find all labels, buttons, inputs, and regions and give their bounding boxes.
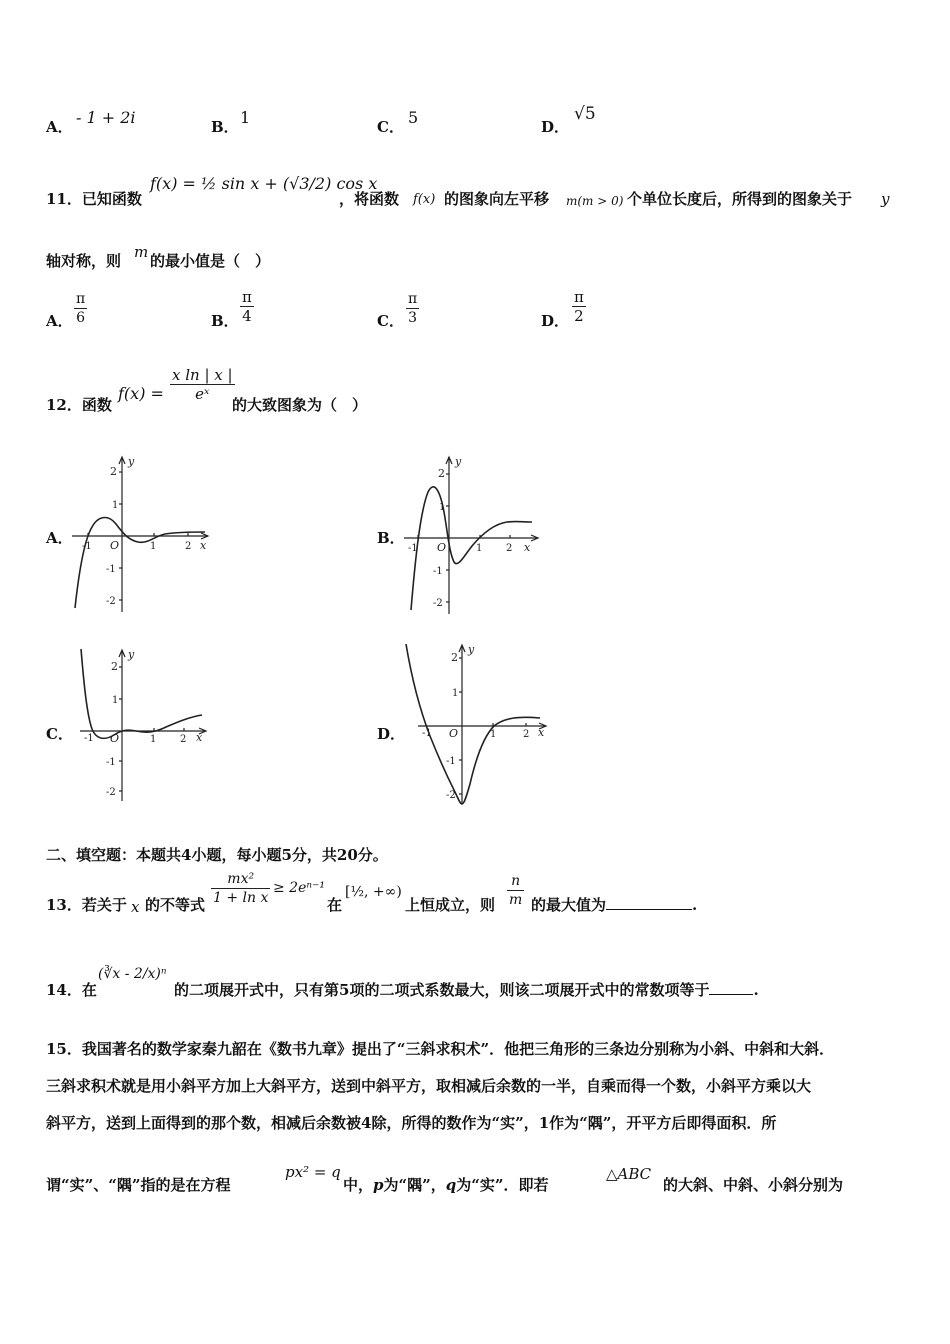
svg-text:2: 2 bbox=[180, 734, 187, 745]
q12-func-frac bbox=[170, 366, 235, 403]
q12-graph-d-ylabel: y bbox=[468, 643, 475, 656]
q11-option-c-label: C． bbox=[377, 312, 404, 330]
q12-func-num: x ln | x | bbox=[172, 366, 233, 384]
q12-text1: 函数 bbox=[81, 396, 112, 414]
q14-text2: 的二项展开式中，只有第5项的二项式系数最大，则该二项展开式中的常数项等于 bbox=[174, 981, 710, 999]
q12-graph-b-origin: O bbox=[437, 541, 447, 554]
q13-x: x bbox=[131, 898, 140, 916]
q13-ratio-num: n bbox=[507, 872, 524, 891]
q13-text2: 的不等式 bbox=[145, 896, 206, 914]
svg-text:2: 2 bbox=[111, 660, 118, 673]
q12-graph-c-origin: O bbox=[110, 732, 120, 745]
q11-y: y bbox=[881, 190, 890, 208]
q11-option-b-label: B． bbox=[211, 312, 239, 330]
q12-graph-c-xlabel: x bbox=[196, 731, 203, 744]
q11-option-b-den: 4 bbox=[242, 307, 252, 325]
svg-text:2: 2 bbox=[438, 467, 445, 480]
q15-line4d: 为“实”．即若 bbox=[456, 1176, 549, 1194]
q15-line3: 斜平方，送到上面得到的那个数，相减后余数被4除，所得的数作为“实”，1作为“隅”，开平方后即得面积．所 bbox=[46, 1114, 777, 1132]
svg-text:-2: -2 bbox=[446, 790, 456, 801]
svg-text:-1: -1 bbox=[84, 733, 94, 744]
svg-text:-2: -2 bbox=[106, 787, 116, 798]
q14-text1: 在 bbox=[81, 981, 97, 999]
q14-end: . bbox=[753, 981, 759, 999]
q15-line4c: 为“隅”， bbox=[383, 1176, 446, 1194]
q12-text2: 的大致图象为（ ） bbox=[232, 396, 368, 414]
q13-ineq-num: mx² bbox=[211, 870, 270, 889]
q11-text1: 已知函数 bbox=[81, 190, 142, 208]
svg-text:2: 2 bbox=[523, 729, 530, 740]
q12-graph-c bbox=[70, 645, 215, 805]
q11-option-c-den: 3 bbox=[408, 310, 418, 326]
q15-line4b: 中， bbox=[343, 1176, 374, 1194]
svg-text:-2: -2 bbox=[433, 598, 443, 609]
q11-line2b: 的最小值是（ ） bbox=[150, 252, 271, 270]
q13-answer-blank[interactable] bbox=[606, 895, 692, 910]
svg-text:-1: -1 bbox=[106, 757, 116, 768]
q13-end: . bbox=[692, 896, 698, 914]
q13-ratio-den: m bbox=[509, 892, 523, 908]
q10-option-b-value: 1 bbox=[240, 108, 251, 127]
q11-option-b-num: π bbox=[242, 288, 252, 306]
q11-option-b-frac bbox=[240, 288, 254, 325]
q13-text4: 上恒成立，则 bbox=[405, 896, 496, 914]
q13-ratio-frac bbox=[507, 872, 524, 909]
q12-graph-d-label: D． bbox=[377, 725, 406, 743]
q11-line2a: 轴对称，则 bbox=[46, 252, 122, 270]
q13-interval: [½, +∞) bbox=[345, 884, 402, 900]
q11-number: 11． bbox=[46, 190, 82, 208]
q12-graph-a-curve bbox=[75, 518, 205, 608]
svg-text:2: 2 bbox=[451, 651, 458, 664]
q15-triangle: △ABC bbox=[606, 1165, 652, 1183]
svg-text:1: 1 bbox=[476, 543, 483, 554]
q12-graph-b-ylabel: y bbox=[455, 455, 462, 468]
q13-ineq-frac bbox=[211, 870, 270, 907]
svg-text:-1: -1 bbox=[82, 541, 92, 552]
q11-option-d-label: D． bbox=[541, 312, 570, 330]
svg-text:1: 1 bbox=[439, 502, 446, 513]
q13-text5 bbox=[531, 894, 697, 915]
q13-text5-label: 的最大值为 bbox=[531, 896, 607, 914]
section2-heading: 二、填空题：本题共4小题，每小题5分，共20分。 bbox=[46, 846, 388, 864]
q11-option-a-num: π bbox=[76, 291, 86, 307]
q12-graph-a-origin: O bbox=[110, 539, 120, 552]
q10-option-d-label: D． bbox=[541, 118, 570, 136]
q12-func-den: eˣ bbox=[195, 385, 210, 403]
q11-option-d-num: π bbox=[574, 288, 584, 306]
q14-expr: (∛x - 2/x)ⁿ bbox=[98, 966, 167, 982]
q14-answer-blank[interactable] bbox=[709, 980, 753, 995]
q13-line bbox=[46, 894, 127, 915]
q15-q: q bbox=[445, 1176, 457, 1194]
q15-line4-rest bbox=[343, 1174, 549, 1195]
svg-text:1: 1 bbox=[150, 734, 157, 745]
svg-text:2: 2 bbox=[185, 541, 192, 552]
q15-line2: 三斜求积术就是用小斜平方加上大斜平方，送到中斜平方，取相减后余数的一半，自乘而得一个数，小斜平方乘以大 bbox=[46, 1077, 812, 1095]
q12-graph-b-xlabel: x bbox=[524, 541, 531, 554]
q12-graph-c-label: C． bbox=[46, 725, 73, 743]
q11-text4: 个单位长度后，所得到的图象关于 bbox=[627, 190, 853, 208]
q15-p: p bbox=[373, 1176, 384, 1194]
q11-option-c-frac bbox=[406, 290, 419, 327]
q12-graph-a-xlabel: x bbox=[200, 539, 207, 552]
q12-graph-b bbox=[402, 452, 547, 617]
q11-function: f(x) = ½ sin x + (√3/2) cos x bbox=[150, 174, 378, 193]
q15-number: 15． bbox=[46, 1040, 82, 1058]
q13-number: 13． bbox=[46, 896, 82, 914]
q11-option-a-den: 6 bbox=[76, 310, 86, 326]
svg-text:-2: -2 bbox=[106, 596, 116, 607]
q15-line4a: 谓“实”、“隅”指的是在方程 bbox=[46, 1176, 231, 1194]
svg-text:1: 1 bbox=[112, 695, 119, 706]
q11-option-a-frac bbox=[74, 290, 87, 327]
q11-option-c-num: π bbox=[408, 291, 418, 307]
q12-graph-c-ylabel: y bbox=[128, 648, 135, 661]
q13-ineq-den: 1 + ln x bbox=[213, 890, 269, 906]
q12-graph-b-curve bbox=[411, 487, 532, 610]
q14-number: 14． bbox=[46, 981, 82, 999]
q12-graph-d-curve bbox=[406, 644, 540, 804]
q12-graph-d-origin: O bbox=[449, 727, 459, 740]
q13-text3: 在 bbox=[327, 896, 343, 914]
q11-option-d-frac bbox=[572, 288, 586, 325]
q12-graph-d-xlabel: x bbox=[538, 726, 545, 739]
svg-text:2: 2 bbox=[506, 543, 513, 554]
q15-line1-text: 我国著名的数学家秦九韶在《数书九章》提出了“三斜求积术”．他把三角形的三条边分别称为小斜、中斜和大斜． bbox=[81, 1040, 835, 1058]
q13-ineq-rhs: ≥ 2eⁿ⁻¹ bbox=[273, 880, 326, 896]
q15-line1 bbox=[46, 1038, 834, 1059]
q14-line bbox=[46, 979, 97, 1000]
q15-equation: px² = q bbox=[285, 1163, 341, 1181]
q11-shift: m(m > 0) bbox=[566, 194, 624, 208]
q11-line1 bbox=[46, 188, 142, 209]
q12-graph-a bbox=[70, 452, 215, 617]
q11-text3: 的图象向左平移 bbox=[444, 190, 550, 208]
q11-fx: f(x) bbox=[413, 192, 436, 207]
q10-option-c-value: 5 bbox=[408, 108, 419, 127]
q11-option-a-label: A． bbox=[46, 312, 73, 330]
q10-option-c-label: C． bbox=[377, 118, 404, 136]
q10-option-a-value: - 1 + 2i bbox=[76, 108, 136, 127]
q11-m: m bbox=[134, 243, 149, 261]
q12-line bbox=[46, 394, 112, 415]
q15-line4e: 的大斜、中斜、小斜分别为 bbox=[663, 1176, 844, 1194]
q14-text2-wrap bbox=[174, 979, 759, 1000]
q12-number: 12． bbox=[46, 396, 82, 414]
q12-graph-d bbox=[400, 640, 555, 808]
svg-text:-1: -1 bbox=[422, 728, 432, 739]
q10-option-d-value: √5 bbox=[574, 104, 596, 124]
svg-text:-1: -1 bbox=[408, 543, 418, 554]
q10-option-a-label: A． bbox=[46, 118, 73, 136]
svg-text:-1: -1 bbox=[106, 564, 116, 575]
svg-text:1: 1 bbox=[452, 688, 459, 699]
svg-text:-1: -1 bbox=[433, 566, 443, 577]
svg-text:1: 1 bbox=[150, 541, 157, 552]
q12-graph-a-label: A． bbox=[46, 529, 73, 547]
svg-text:1: 1 bbox=[112, 500, 119, 511]
q11-text2: ，将函数 bbox=[339, 190, 400, 208]
q10-option-b-label: B． bbox=[211, 118, 239, 136]
svg-text:2: 2 bbox=[110, 465, 117, 478]
svg-text:-1: -1 bbox=[446, 756, 456, 767]
q13-text1: 若关于 bbox=[81, 896, 127, 914]
q11-option-d-den: 2 bbox=[574, 307, 584, 325]
svg-text:1: 1 bbox=[490, 729, 497, 740]
q12-func-lhs: f(x) = bbox=[118, 384, 164, 403]
q12-graph-b-label: B． bbox=[377, 529, 405, 547]
q12-graph-c-curve bbox=[81, 649, 202, 738]
q12-graph-a-ylabel: y bbox=[128, 455, 135, 468]
